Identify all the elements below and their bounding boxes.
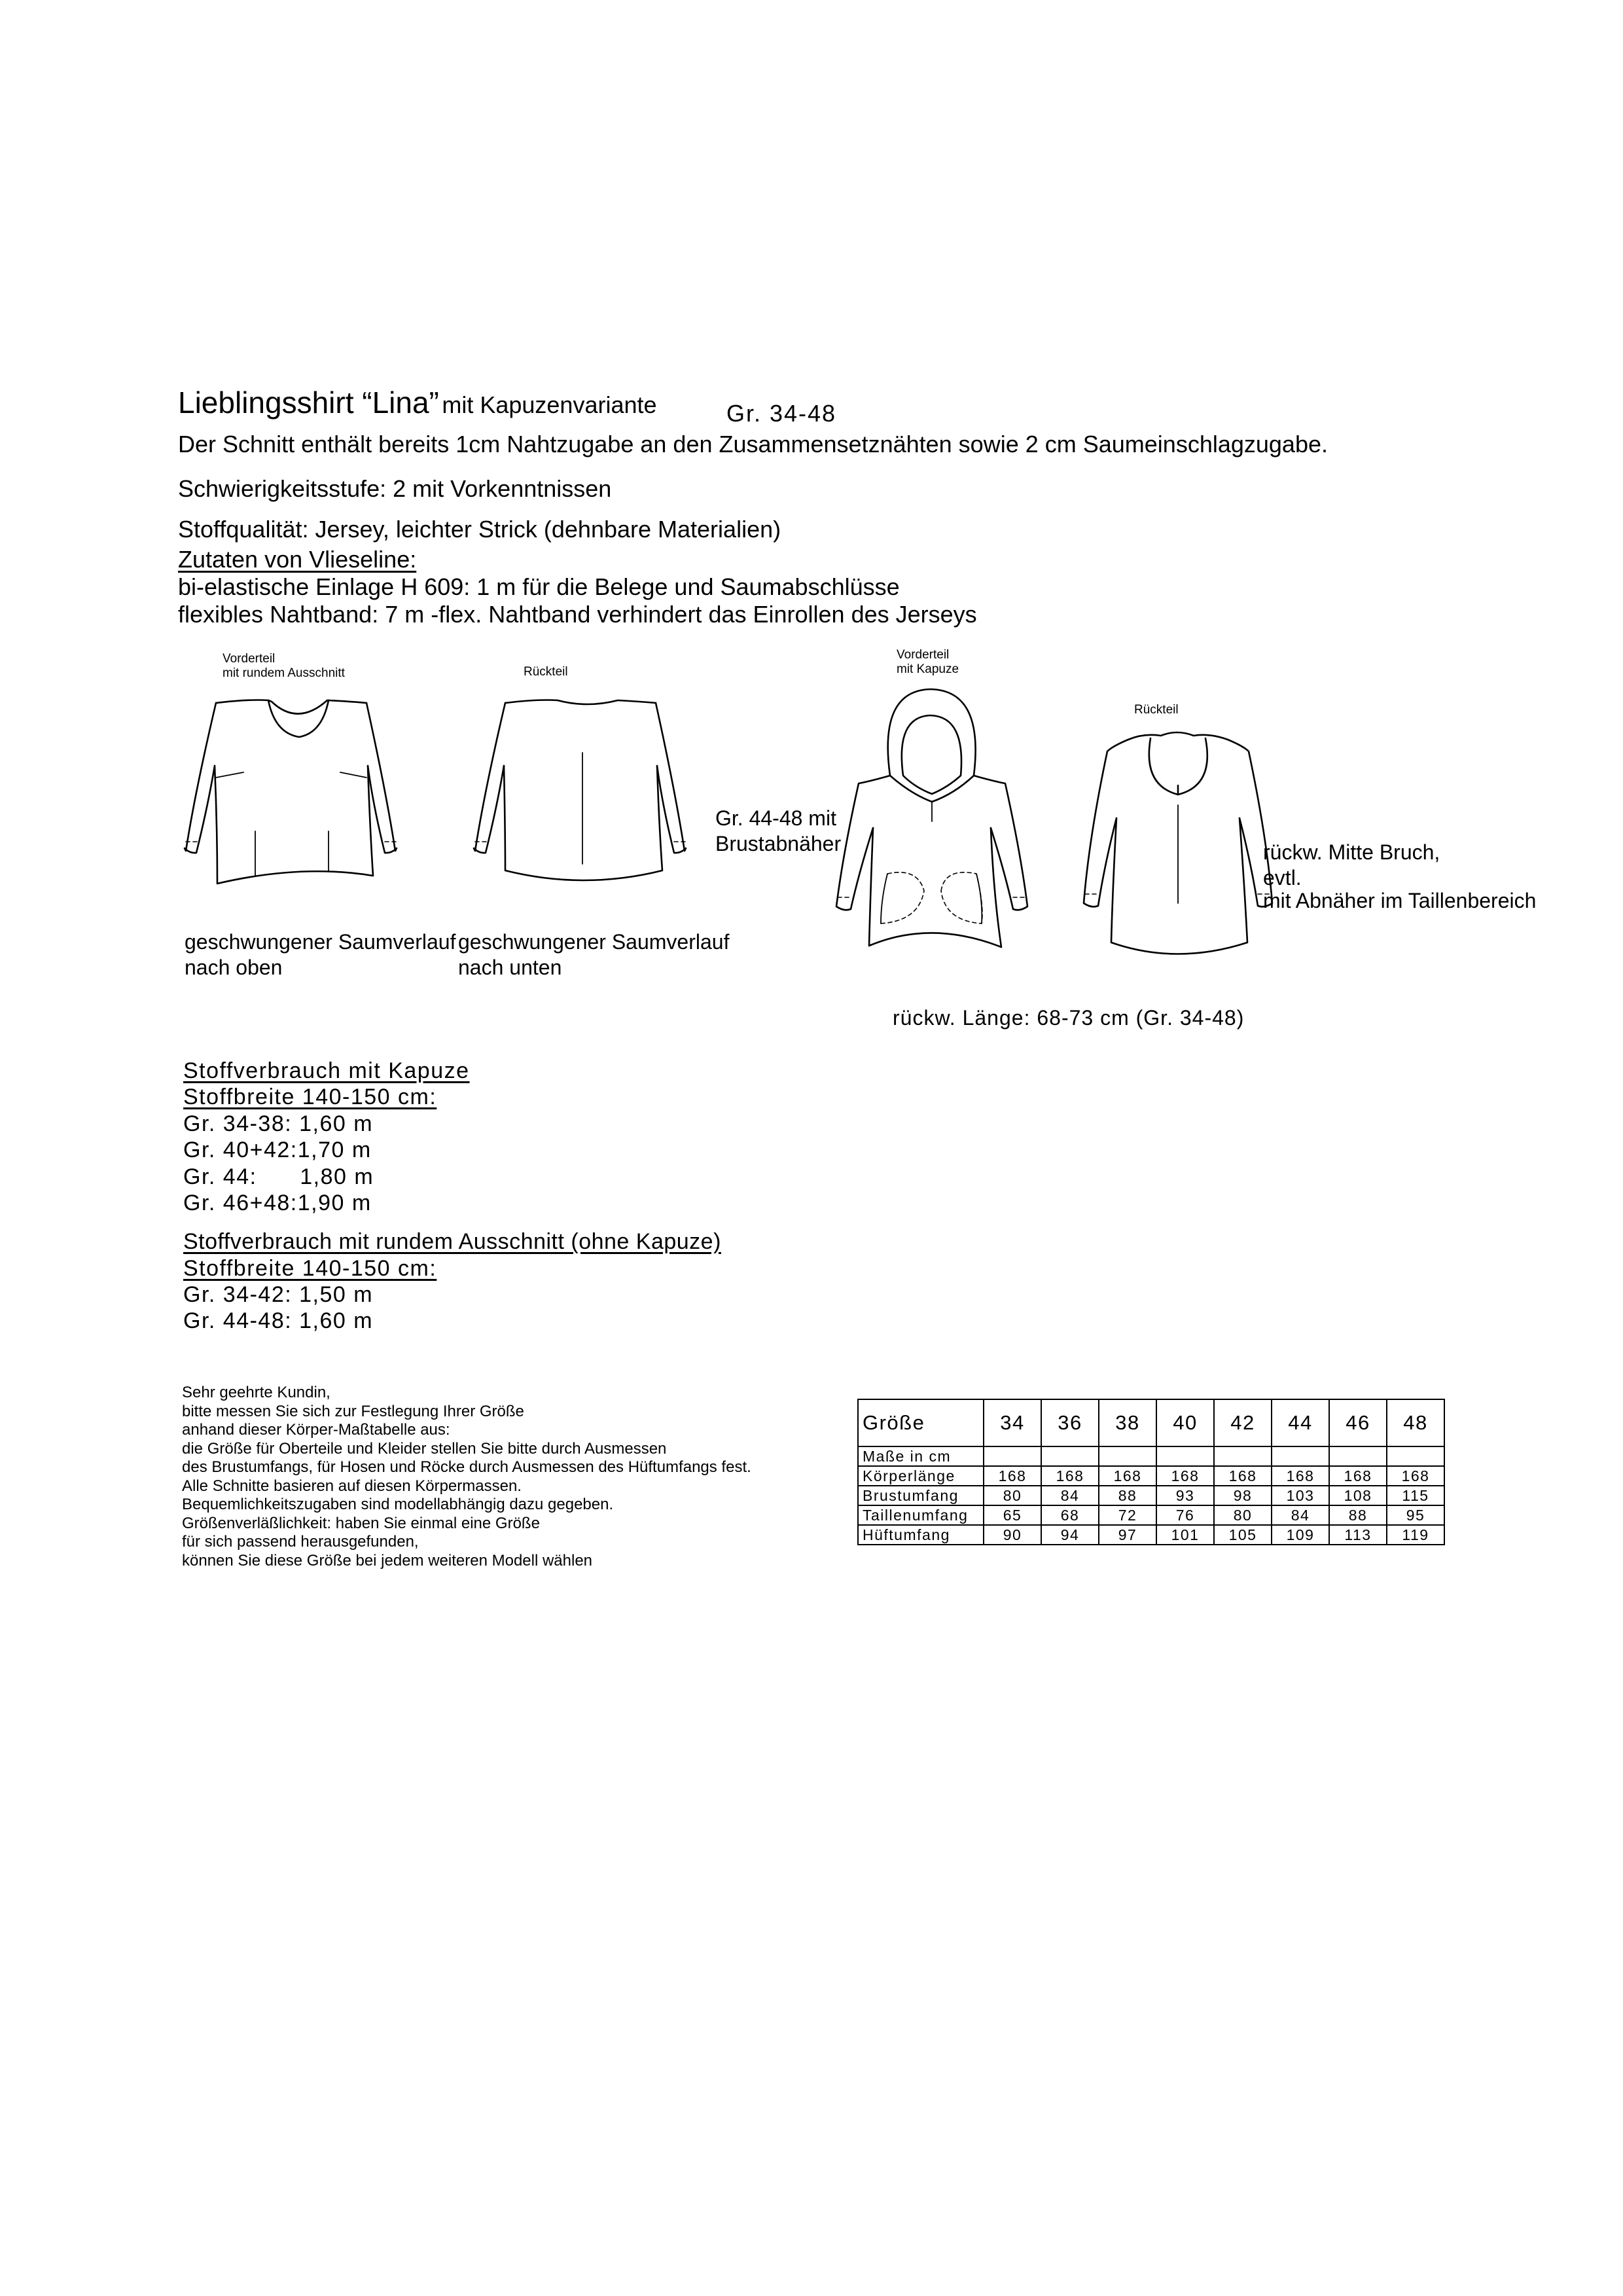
table-cell: 93 <box>1156 1486 1214 1505</box>
table-cell: 65 <box>984 1505 1041 1525</box>
table-cell: 90 <box>984 1525 1041 1545</box>
size-header-cell: 42 <box>1214 1399 1272 1446</box>
table-cell: 72 <box>1099 1505 1156 1525</box>
customer-note-line: Größenverläßlichkeit: haben Sie einmal eine Größe <box>182 1514 540 1532</box>
table-cell <box>984 1446 1041 1466</box>
table-cell: 84 <box>1272 1505 1329 1525</box>
table-cell: 168 <box>1214 1466 1272 1486</box>
table-cell: 105 <box>1214 1525 1272 1545</box>
table-row <box>858 1525 1444 1545</box>
size-table-units-row <box>858 1446 1444 1466</box>
pattern-title-line <box>178 385 657 420</box>
row-label: Körperlänge <box>858 1466 984 1486</box>
table-cell <box>1329 1446 1387 1466</box>
front-round-caption-2: nach oben <box>185 956 283 979</box>
row-label: Brustumfang <box>858 1486 984 1505</box>
fabric-hood-row: Gr. 34-38: 1,60 m <box>183 1111 374 1136</box>
table-cell: 168 <box>1156 1466 1214 1486</box>
table-cell <box>1099 1446 1156 1466</box>
customer-note-line: des Brustumfangs, für Hosen und Röcke durch Ausmessen des Hüftumfangs fest. <box>182 1458 751 1476</box>
fabric-hood-heading: Stoffverbrauch mit Kapuze <box>183 1058 470 1083</box>
size-header-cell: 48 <box>1387 1399 1444 1446</box>
fabric-hood-row: Gr. 46+48:1,90 m <box>183 1191 372 1215</box>
table-cell: 98 <box>1214 1486 1272 1505</box>
size-table-header-row <box>858 1399 1444 1446</box>
customer-note-line: anhand dieser Körper-Maßtabelle aus: <box>182 1421 450 1439</box>
pattern-subtitle: mit Kapuzenvariante <box>442 391 657 418</box>
fabric-round-row: Gr. 34-42: 1,50 m <box>183 1282 374 1307</box>
back-hood-label: Rückteil <box>1134 703 1179 717</box>
table-cell: 108 <box>1329 1486 1387 1505</box>
front-round-caption-1: geschwungener Saumverlauf <box>185 930 456 954</box>
fabric-round-width: Stoffbreite 140-150 cm: <box>183 1256 437 1281</box>
table-cell: 88 <box>1329 1505 1387 1525</box>
table-cell <box>1272 1446 1329 1466</box>
back-round-caption-1: geschwungener Saumverlauf <box>458 930 730 954</box>
customer-note <box>182 1384 751 1570</box>
back-round-label: Rückteil <box>524 665 568 679</box>
size-header-label: Größe <box>858 1399 984 1446</box>
back-round-caption-2: nach unten <box>458 956 562 979</box>
units-label: Maße in cm <box>858 1446 984 1466</box>
size-header-cell: 34 <box>984 1399 1041 1446</box>
table-cell: 103 <box>1272 1486 1329 1505</box>
table-row <box>858 1486 1444 1505</box>
customer-note-line: bitte messen Sie sich zur Festlegung Ihrer Größe <box>182 1402 524 1420</box>
table-cell: 94 <box>1041 1525 1099 1545</box>
size-header-cell: 40 <box>1156 1399 1214 1446</box>
fabric-round-row: Gr. 44-48: 1,60 m <box>183 1308 374 1333</box>
table-cell: 119 <box>1387 1525 1444 1545</box>
supplies-line-1: bi-elastische Einlage H 609: 1 m für die Belege und Saumabschlüsse <box>178 573 900 600</box>
fabric-hood-width: Stoffbreite 140-150 cm: <box>183 1085 437 1109</box>
table-cell: 113 <box>1329 1525 1387 1545</box>
customer-note-line: Bequemlichkeitszugaben sind modellabhängig dazu gegeben. <box>182 1496 614 1513</box>
table-cell <box>1387 1446 1444 1466</box>
front-hood-drawing <box>832 677 1029 965</box>
seam-allowance-note: Der Schnitt enthält bereits 1cm Nahtzugabe an den Zusammensetznähten sowie 2 cm Saumeinschlagzugabe. <box>178 431 1328 457</box>
customer-note-line: Alle Schnitte basieren auf diesen Körpermassen. <box>182 1477 522 1495</box>
back-center-note-2: evtl. <box>1263 866 1302 889</box>
fabric-hood-row: Gr. 40+42:1,70 m <box>183 1138 372 1162</box>
back-center-note-1: rückw. Mitte Bruch, <box>1263 840 1440 864</box>
customer-note-line: die Größe für Oberteile und Kleider stellen Sie bitte durch Ausmessen <box>182 1439 667 1458</box>
table-cell: 76 <box>1156 1505 1214 1525</box>
table-cell: 68 <box>1041 1505 1099 1525</box>
back-round-neck-drawing <box>466 694 662 903</box>
table-cell: 95 <box>1387 1505 1444 1525</box>
front-round-neck-drawing <box>177 694 373 903</box>
customer-note-line: können Sie diese Größe bei jedem weiteren Modell wählen <box>182 1551 593 1570</box>
table-row <box>858 1466 1444 1486</box>
table-row <box>858 1505 1444 1525</box>
back-center-note-3: mit Abnäher im Taillenbereich <box>1263 889 1537 912</box>
fabric-round-heading: Stoffverbrauch mit rundem Ausschnitt (ohne Kapuze) <box>183 1229 721 1254</box>
size-range: Gr. 34-48 <box>726 400 837 427</box>
front-round-label-2: mit rundem Ausschnitt <box>223 666 345 680</box>
table-cell: 168 <box>1272 1466 1329 1486</box>
pattern-title: Lieblingsshirt “Lina” <box>178 386 439 420</box>
table-cell <box>1214 1446 1272 1466</box>
table-cell: 168 <box>1041 1466 1099 1486</box>
customer-note-line: für sich passend herausgefunden, <box>182 1533 419 1551</box>
table-cell: 115 <box>1387 1486 1444 1505</box>
customer-note-line: Sehr geehrte Kundin, <box>182 1384 330 1401</box>
fabric-hood-row: Gr. 44: 1,80 m <box>183 1164 374 1189</box>
fabric-quality: Stoffqualität: Jersey, leichter Strick (dehnbare Materialien) <box>178 516 781 543</box>
table-cell: 84 <box>1041 1486 1099 1505</box>
difficulty-level: Schwierigkeitsstufe: 2 mit Vorkenntnissen <box>178 475 612 502</box>
size-header-cell: 44 <box>1272 1399 1329 1446</box>
table-cell <box>1156 1446 1214 1466</box>
table-cell: 80 <box>984 1486 1041 1505</box>
row-label: Taillenumfang <box>858 1505 984 1525</box>
front-hood-label-1: Vorderteil <box>897 648 950 662</box>
table-cell: 97 <box>1099 1525 1156 1545</box>
table-cell: 168 <box>1387 1466 1444 1486</box>
back-length-note: rückw. Länge: 68-73 cm (Gr. 34-48) <box>893 1006 1245 1030</box>
size-table <box>857 1399 1445 1545</box>
bust-dart-note-1: Gr. 44-48 mit <box>715 806 836 830</box>
front-hood-label-2: mit Kapuze <box>897 662 959 676</box>
back-hood-drawing <box>1079 707 1275 982</box>
table-cell: 168 <box>1329 1466 1387 1486</box>
size-header-cell: 46 <box>1329 1399 1387 1446</box>
supplies-line-2: flexibles Nahtband: 7 m -flex. Nahtband verhindert das Einrollen des Jerseys <box>178 601 977 628</box>
table-cell: 168 <box>984 1466 1041 1486</box>
size-header-cell: 38 <box>1099 1399 1156 1446</box>
size-header-cell: 36 <box>1041 1399 1099 1446</box>
front-round-label-1: Vorderteil <box>223 652 276 666</box>
table-cell: 101 <box>1156 1525 1214 1545</box>
table-cell <box>1041 1446 1099 1466</box>
supplies-heading: Zutaten von Vlieseline: <box>178 546 417 573</box>
table-cell: 80 <box>1214 1505 1272 1525</box>
table-cell: 109 <box>1272 1525 1329 1545</box>
bust-dart-note-2: Brustabnäher <box>715 832 842 855</box>
table-cell: 88 <box>1099 1486 1156 1505</box>
table-cell: 168 <box>1099 1466 1156 1486</box>
row-label: Hüftumfang <box>858 1525 984 1545</box>
